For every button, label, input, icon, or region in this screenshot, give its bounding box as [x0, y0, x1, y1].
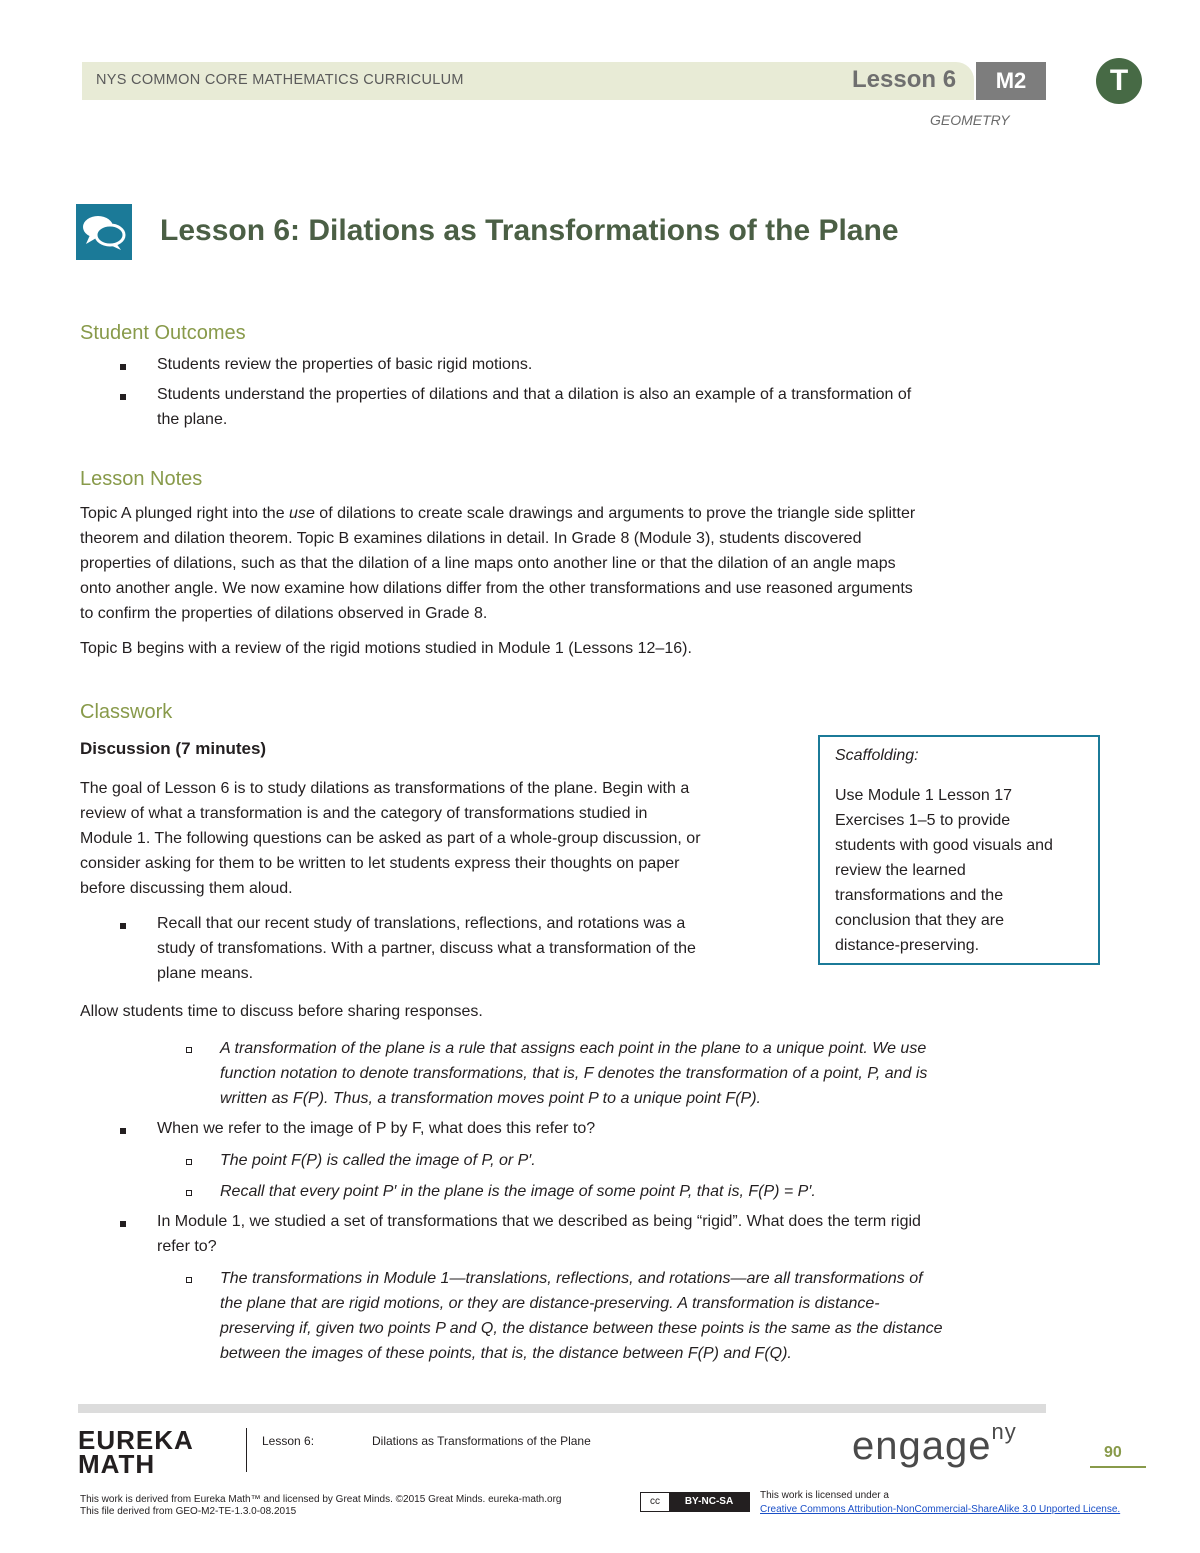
sub-bullet-icon	[186, 1159, 192, 1165]
answer-2b: Recall that every point P′ in the plane is the image of some point P, that is, F(P) = P′.	[220, 1183, 816, 1200]
page-title: Lesson 6: Dilations as Transformations of the Plane	[160, 214, 899, 247]
sub-bullet-icon	[186, 1047, 192, 1053]
question-1: Recall that our recent study of translations, reflections, and rotations was a study of transfomations. With a partner, discuss what a transformation of the plane means.	[157, 915, 696, 982]
footer-lesson-title: Dilations as Transformations of the Plane	[372, 1434, 591, 1448]
subject-label: GEOMETRY	[930, 112, 1010, 128]
page-number: 90	[1104, 1444, 1122, 1461]
module-badge: M2	[976, 62, 1046, 100]
cc-license-badge: cc BY-NC-SA	[640, 1492, 750, 1512]
outcome-item: Students understand the properties of dilations and that a dilation is also an example of a transformation of	[157, 386, 912, 403]
bullet-icon	[120, 394, 126, 400]
outcomes-heading: Student Outcomes	[80, 322, 246, 344]
answer-3: The transformations in Module 1—translations, reflections, and rotations—are all transformations of the plane that are rigid motions, or they are distance-preserving. A transformation is distance- preserving if, given two points P and Q, the distance between these points is the same as the distance between the images of these points, that is, the distance between F(P) and F(Q).	[220, 1270, 943, 1362]
bullet-icon	[120, 923, 126, 929]
copyright-line-1: This work is derived from Eureka Math™ and licensed by Great Minds. ©2015 Great Minds. eureka-math.org	[80, 1494, 562, 1505]
notes-paragraph-1: Topic A plunged right into the use of dilations to create scale drawings and arguments to prove the triangle side splitter theorem and dilation theorem. Topic B examines dilations in detail. In Grade 8 (Module 3), students discovered properties of dilations, such as that the dilation of a line maps onto another line or that the dilation of an angle maps onto another angle. We now examine how dilations differ from the other transformations and use reasoned arguments to confirm the properties of dilations observed in Grade 8.	[80, 505, 916, 622]
footer-separator	[246, 1428, 247, 1472]
teacher-badge: T	[1096, 58, 1142, 104]
answer-2a: The point F(P) is called the image of P, or P′.	[220, 1152, 536, 1169]
footer-lesson: Lesson 6:	[262, 1434, 315, 1448]
bullet-icon	[120, 1221, 126, 1227]
outcome-item: Students review the properties of basic rigid motions.	[157, 356, 533, 373]
copyright-line-2: This file derived from GEO-M2-TE-1.3.0-08.2015	[80, 1506, 297, 1517]
classwork-heading: Classwork	[80, 701, 173, 723]
question-3: In Module 1, we studied a set of transformations that we described as being “rigid”. What does the term rigid refer to?	[157, 1213, 921, 1255]
lesson-label: Lesson 6	[852, 66, 957, 93]
bullet-icon	[120, 1128, 126, 1134]
bullet-icon	[120, 364, 126, 370]
eureka-math-logo: EUREKA MATH	[78, 1425, 194, 1479]
discussion-heading: Discussion (7 minutes)	[80, 739, 267, 758]
sub-bullet-icon	[186, 1277, 192, 1283]
page-number-underline	[1090, 1466, 1146, 1468]
scaffolding-text: Use Module 1 Lesson 17 Exercises 1–5 to provide students with good visuals and review the learned transformations and the conclusion that they are distance-preserving.	[835, 787, 1053, 954]
answer-1: A transformation of the plane is a rule that assigns each point in the plane to a unique point. We use function notation to denote transformations, that is, F denotes the transformation of a point, P, and is written as F(P). Thus, a transformation moves point P to a unique point F(P).	[220, 1040, 928, 1107]
engageny-logo: engage$^{ny}$	[852, 1418, 1017, 1468]
curriculum-label: NYS COMMON CORE MATHEMATICS CURRICULUM	[96, 72, 464, 88]
allow-text: Allow students time to discuss before sharing responses.	[80, 1003, 483, 1020]
question-2: When we refer to the image of P by F, what does this refer to?	[157, 1120, 596, 1137]
outcome-item-continued: the plane.	[157, 411, 228, 428]
discussion-intro: The goal of Lesson 6 is to study dilations as transformations of the plane. Begin with a review of what a transformation is and the category of transformations studied in Module 1. The following questions can be asked as part of a whole-group discussion, or consider asking for them to be written to let students express their thoughts on paper before discussing them aloud.	[80, 780, 701, 897]
scaffolding-heading: Scaffolding:	[835, 747, 919, 764]
license-text: This work is licensed under a	[760, 1490, 889, 1501]
sub-bullet-icon	[186, 1190, 192, 1196]
footer-divider	[78, 1404, 1046, 1413]
notes-paragraph-2: Topic B begins with a review of the rigid motions studied in Module 1 (Lessons 12–16).	[80, 640, 692, 657]
notes-heading: Lesson Notes	[80, 468, 203, 490]
scaffolding-box	[818, 735, 1100, 965]
cc-icon: cc	[641, 1493, 670, 1511]
discussion-icon	[76, 204, 132, 260]
license-link[interactable]: Creative Commons Attribution-NonCommercial-ShareAlike 3.0 Unported License.	[760, 1504, 1121, 1515]
